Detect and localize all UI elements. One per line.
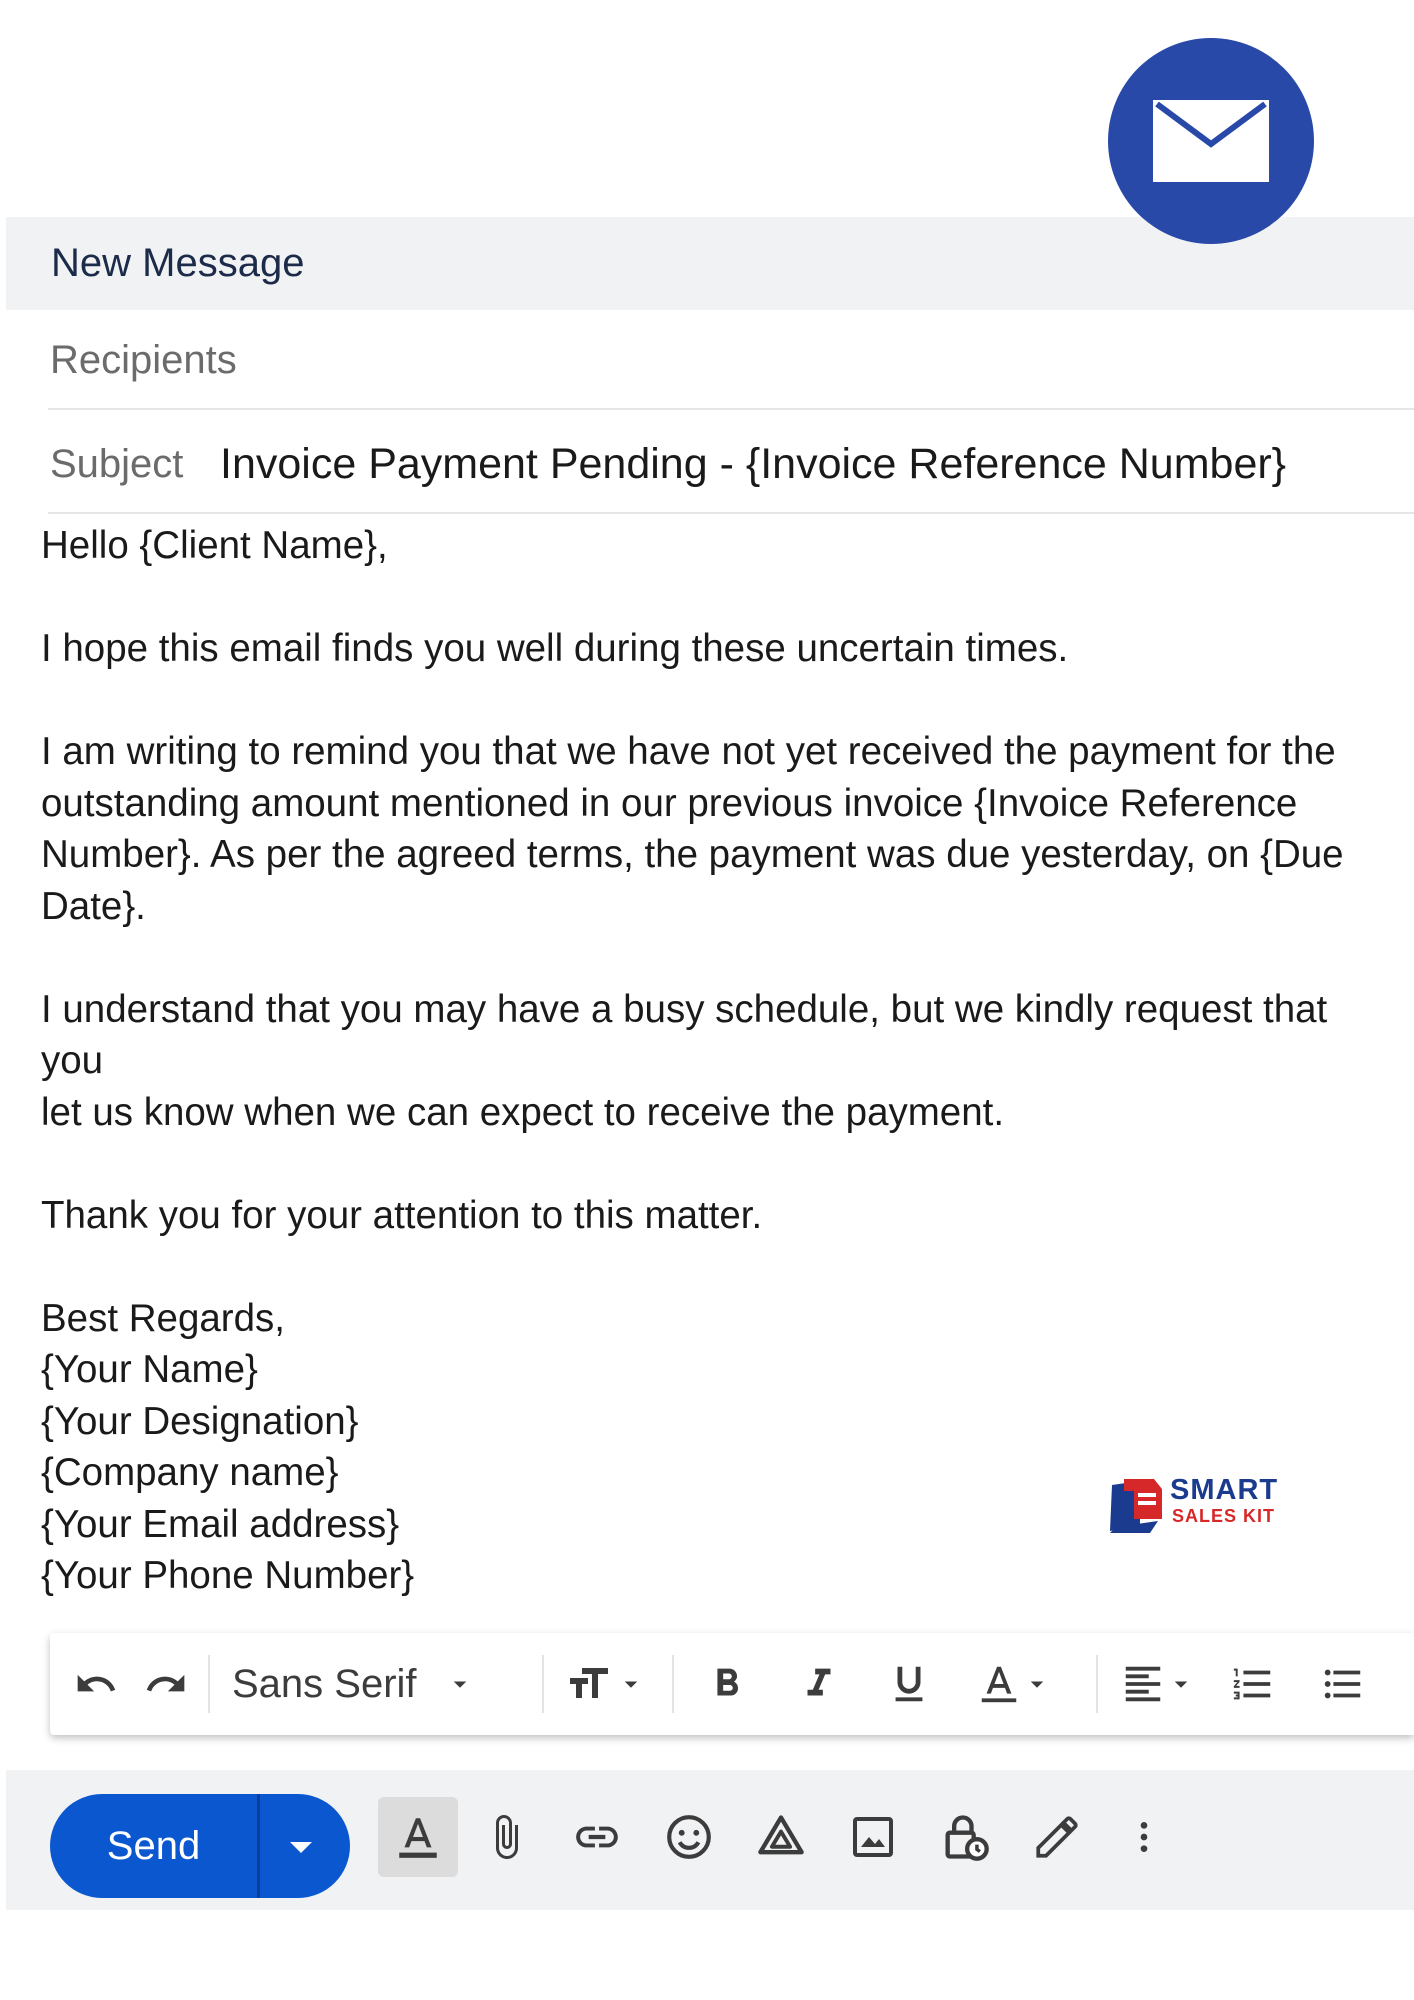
chevron-down-icon — [616, 1669, 646, 1699]
paragraph-2-line-2: outstanding amount mentioned in our previous invoice {Invoice Reference — [41, 781, 1298, 825]
formatting-toolbar — [50, 1633, 1414, 1735]
undo-button[interactable] — [74, 1633, 118, 1735]
recipients-placeholder: Recipients — [50, 338, 237, 382]
signature-name: {Your Name} — [41, 1348, 258, 1391]
signature-designation: {Your Designation} — [41, 1399, 359, 1443]
paragraph-1: I hope this email finds you well during these uncertain times. — [41, 627, 1069, 670]
font-size-icon — [564, 1660, 616, 1708]
logo-text-sales-kit: SALES KIT — [1172, 1506, 1276, 1526]
paragraph-2-line-1: I am writing to remind you that we have not yet received the payment for the — [41, 730, 1336, 773]
envelope-icon — [1153, 100, 1269, 182]
chevron-down-icon — [1022, 1669, 1052, 1699]
paragraph-3-line-1: I understand that you may have a busy schedule, but we kindly request that you — [41, 987, 1328, 1082]
link-icon — [572, 1812, 622, 1862]
signature-icon — [1032, 1812, 1082, 1862]
smart-sales-kit-logo — [1106, 1475, 1286, 1535]
bold-button[interactable] — [704, 1633, 750, 1735]
bulleted-list-icon — [1320, 1661, 1366, 1707]
undo-icon — [74, 1662, 118, 1706]
formatting-options-button[interactable] — [378, 1797, 458, 1877]
signature-email: {Your Email address} — [41, 1502, 400, 1546]
send-button[interactable]: Send — [106, 1824, 201, 1868]
chevron-down-icon — [445, 1669, 475, 1699]
font-selector[interactable] — [232, 1633, 475, 1735]
paragraph-2-line-3: Number}. As per the agreed terms, the payment was due yesterday, on {Due — [41, 833, 1344, 876]
confidential-icon — [939, 1811, 991, 1863]
insert-photo-button[interactable] — [838, 1797, 908, 1877]
align-button[interactable] — [1120, 1633, 1196, 1735]
paragraph-2-line-4: Date}. — [41, 884, 146, 928]
italic-icon — [796, 1661, 842, 1707]
subject-label: Subject — [50, 442, 184, 486]
closing: Best Regards, — [41, 1296, 285, 1340]
font-size-button[interactable] — [564, 1633, 646, 1735]
insert-drive-button[interactable] — [746, 1797, 816, 1877]
subject-value[interactable]: Invoice Payment Pending - {Invoice Reference Number} — [220, 440, 1287, 488]
emoji-icon — [664, 1812, 714, 1862]
attach-icon — [482, 1813, 530, 1861]
chevron-down-icon — [1166, 1669, 1196, 1699]
logo-text-smart: SMART — [1170, 1474, 1279, 1506]
send-divider — [257, 1794, 260, 1898]
send-button-group — [50, 1794, 350, 1898]
subject-field[interactable] — [48, 414, 1414, 514]
emoji-button[interactable] — [654, 1797, 724, 1877]
bold-icon — [704, 1661, 750, 1707]
italic-button[interactable] — [796, 1633, 842, 1735]
font-name: Sans Serif — [232, 1661, 417, 1706]
text-color-icon — [976, 1661, 1022, 1707]
drive-icon — [755, 1811, 807, 1863]
more-options-button[interactable] — [1114, 1797, 1174, 1877]
redo-button[interactable] — [144, 1633, 188, 1735]
send-options-chevron-icon[interactable] — [286, 1838, 316, 1858]
paragraph-4: Thank you for your attention to this matter. — [41, 1193, 763, 1237]
recipients-field[interactable] — [48, 310, 1414, 410]
numbered-list-button[interactable] — [1230, 1633, 1276, 1735]
message-body[interactable] — [41, 520, 1381, 1602]
signature-company: {Company name} — [41, 1451, 339, 1494]
text-color-button[interactable] — [976, 1633, 1052, 1735]
compose-actions-bar — [6, 1770, 1414, 1910]
photo-icon — [849, 1813, 897, 1861]
numbered-list-icon — [1230, 1661, 1276, 1707]
greeting: Hello {Client Name}, — [41, 524, 388, 567]
insert-link-button[interactable] — [562, 1797, 632, 1877]
align-icon — [1120, 1661, 1166, 1707]
underline-button[interactable] — [886, 1633, 932, 1735]
redo-icon — [144, 1662, 188, 1706]
underline-icon — [886, 1661, 932, 1707]
mail-badge — [1108, 38, 1314, 244]
paragraph-3-line-2: let us know when we can expect to receive the payment. — [41, 1090, 1005, 1134]
signature-button[interactable] — [1022, 1797, 1092, 1877]
more-options-icon — [1124, 1813, 1164, 1861]
compose-title: New Message — [51, 241, 305, 285]
confidential-mode-button[interactable] — [930, 1797, 1000, 1877]
logo-mark-icon — [1106, 1475, 1166, 1535]
signature-phone: {Your Phone Number} — [41, 1554, 415, 1597]
formatting-icon — [393, 1812, 443, 1862]
bulleted-list-button[interactable] — [1320, 1633, 1366, 1735]
attach-button[interactable] — [474, 1797, 538, 1877]
